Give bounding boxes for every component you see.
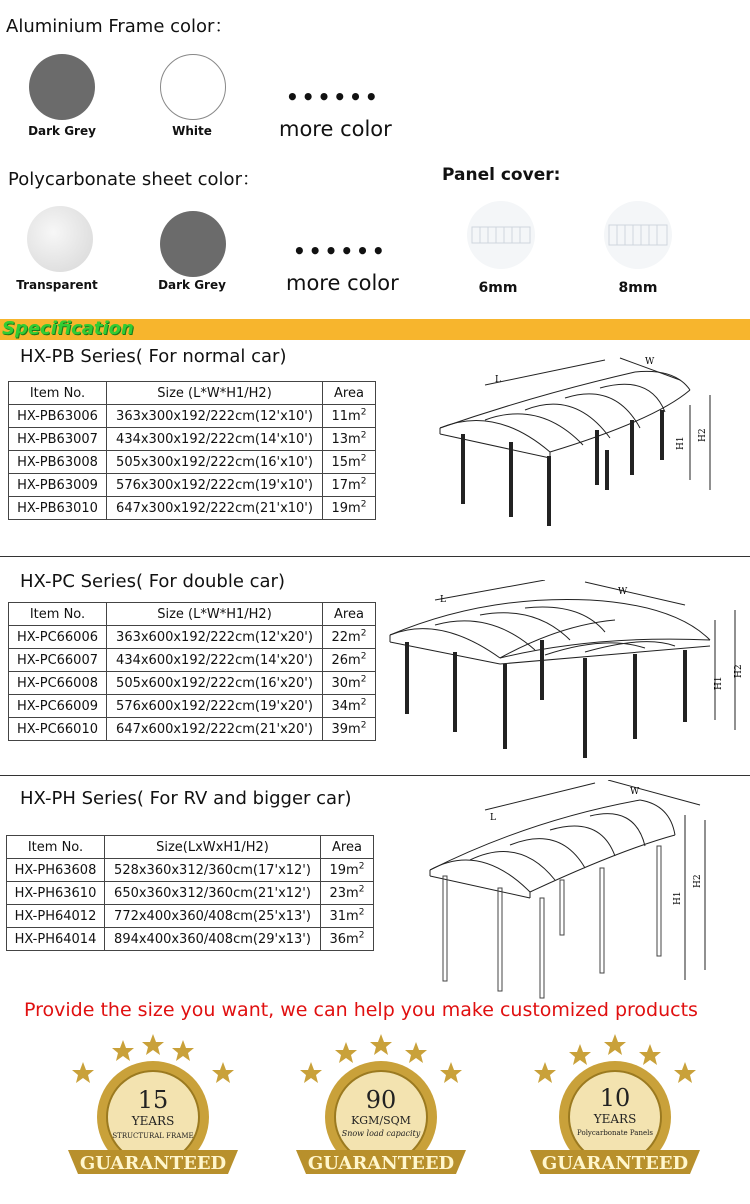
table-row <box>7 859 374 882</box>
badge-ribbon: GUARANTEED <box>541 1153 689 1174</box>
size: 505x600x192/222cm(16'x20') <box>107 672 323 695</box>
diagram-label-h2: H2 <box>693 874 703 888</box>
item-no: HX-PB63010 <box>9 497 107 520</box>
size: 434x300x192/222cm(14'x10') <box>107 428 323 451</box>
area: $19m^2$ <box>323 497 376 520</box>
carport-pc-diagram <box>385 580 745 765</box>
table-header-row <box>9 382 376 405</box>
diagram-label-w: W <box>630 787 640 797</box>
item-no: HX-PH63608 <box>7 859 105 882</box>
item-no: HX-PB63008 <box>9 451 107 474</box>
badge-90-kgm <box>286 1032 476 1202</box>
item-no: HX-PB63006 <box>9 405 107 428</box>
badge-ribbon: GUARANTEED <box>307 1153 455 1174</box>
specification-title: Specification <box>2 318 134 339</box>
item-no: HX-PB63009 <box>9 474 107 497</box>
size: 363x300x192/222cm(12'x10') <box>107 405 323 428</box>
size: 576x600x192/222cm(19'x20') <box>107 695 323 718</box>
badge-15-years <box>58 1032 248 1202</box>
table-row <box>9 474 376 497</box>
table-row <box>9 405 376 428</box>
area: $11m^2$ <box>323 405 376 428</box>
series-ph-table <box>6 835 374 951</box>
diagram-label-l: L <box>440 595 446 605</box>
item-no: HX-PC66007 <box>9 649 107 672</box>
header-item: Item No. <box>9 382 107 405</box>
size: 434x600x192/222cm(14'x20') <box>107 649 323 672</box>
swatch-sheet-dark-grey <box>160 211 226 277</box>
table-row <box>7 905 374 928</box>
swatch-white <box>160 54 226 120</box>
table-header-row <box>9 603 376 626</box>
size: 894x400x360/408cm(29'x13') <box>105 928 321 951</box>
header-size: Size(LxWxH1/H2) <box>105 836 321 859</box>
size: 647x600x192/222cm(21'x20') <box>107 718 323 741</box>
table-row <box>9 451 376 474</box>
header-area: Area <box>323 382 376 405</box>
diagram-label-h2: H2 <box>698 428 708 442</box>
area: $15m^2$ <box>323 451 376 474</box>
panel-cover-heading: Panel cover: <box>442 165 561 185</box>
badge-unit: KGM/SQM <box>351 1114 411 1127</box>
badge-sub: Polycarbonate Panels <box>577 1129 653 1137</box>
size: 772x400x360/408cm(25'x13') <box>105 905 321 928</box>
divider-2 <box>0 775 750 776</box>
series-pc-table <box>8 602 376 741</box>
sheet-color-heading: Polycarbonate sheet color： <box>8 169 260 190</box>
diagram-label-l: L <box>495 375 501 385</box>
panel-6mm-image <box>466 200 536 270</box>
area: $36m^2$ <box>321 928 374 951</box>
table-row <box>7 882 374 905</box>
sheet-label-dark-grey: Dark Grey <box>158 278 226 292</box>
diagram-label-w: W <box>618 587 628 597</box>
size: 363x600x192/222cm(12'x20') <box>107 626 323 649</box>
badge-number: 10 <box>599 1084 631 1112</box>
area: $22m^2$ <box>323 626 376 649</box>
area: $13m^2$ <box>323 428 376 451</box>
frame-label-white: White <box>172 124 212 138</box>
badge-ribbon: GUARANTEED <box>79 1153 227 1174</box>
diagram-label-h2: H2 <box>734 664 744 678</box>
badge-number: 15 <box>137 1086 169 1114</box>
area: $39m^2$ <box>323 718 376 741</box>
badge-unit: YEARS <box>131 1114 175 1128</box>
diagram-label-l: L <box>490 813 496 823</box>
table-row <box>9 497 376 520</box>
diagram-label-w: W <box>645 357 655 367</box>
badge-sub: Snow load capacity <box>341 1129 421 1138</box>
header-item: Item No. <box>9 603 107 626</box>
divider-1 <box>0 556 750 557</box>
series-pc-title: HX-PC Series( For double car) <box>20 571 285 592</box>
table-row <box>9 718 376 741</box>
table-row <box>9 695 376 718</box>
item-no: HX-PB63007 <box>9 428 107 451</box>
series-ph-title: HX-PH Series( For RV and bigger car) <box>20 788 352 809</box>
carport-pb-diagram <box>425 350 735 530</box>
sheet-more-color: more color <box>286 271 399 295</box>
badge-number: 90 <box>365 1086 397 1114</box>
size: 528x360x312/360cm(17'x12') <box>105 859 321 882</box>
panel-label-8mm: 8mm <box>618 280 658 296</box>
table-row <box>9 649 376 672</box>
table-row <box>9 428 376 451</box>
frame-dots: •••••• <box>286 85 381 109</box>
carport-ph-diagram <box>420 780 720 1002</box>
badge-10-years <box>520 1032 710 1202</box>
header-area: Area <box>323 603 376 626</box>
diagram-label-h1: H1 <box>714 676 724 690</box>
swatch-transparent <box>27 206 93 272</box>
item-no: HX-PH63610 <box>7 882 105 905</box>
panel-label-6mm: 6mm <box>478 280 518 296</box>
table-header-row <box>7 836 374 859</box>
table-row <box>7 928 374 951</box>
area: $19m^2$ <box>321 859 374 882</box>
customization-promo: Provide the size you want, we can help you make customized products <box>24 999 698 1021</box>
badge-sub: STRUCTURAL FRAME <box>112 1132 194 1140</box>
diagram-label-h1: H1 <box>676 436 686 450</box>
size: 576x300x192/222cm(19'x10') <box>107 474 323 497</box>
area: $34m^2$ <box>323 695 376 718</box>
size: 650x360x312/360cm(21'x12') <box>105 882 321 905</box>
frame-more-color: more color <box>279 117 392 141</box>
table-row <box>9 626 376 649</box>
header-size: Size (L*W*H1/H2) <box>107 603 323 626</box>
area: $31m^2$ <box>321 905 374 928</box>
size: 647x300x192/222cm(21'x10') <box>107 497 323 520</box>
item-no: HX-PC66006 <box>9 626 107 649</box>
area: $30m^2$ <box>323 672 376 695</box>
area: $26m^2$ <box>323 649 376 672</box>
area: $23m^2$ <box>321 882 374 905</box>
item-no: HX-PH64012 <box>7 905 105 928</box>
frame-label-dark-grey: Dark Grey <box>28 124 96 138</box>
header-size: Size (L*W*H1/H2) <box>107 382 323 405</box>
header-area: Area <box>321 836 374 859</box>
series-pb-table <box>8 381 376 520</box>
swatch-dark-grey <box>29 54 95 120</box>
diagram-label-h1: H1 <box>673 891 683 905</box>
panel-8mm-image <box>603 200 673 270</box>
size: 505x300x192/222cm(16'x10') <box>107 451 323 474</box>
frame-color-heading: Aluminium Frame color： <box>6 16 233 37</box>
item-no: HX-PC66008 <box>9 672 107 695</box>
series-pb-title: HX-PB Series( For normal car) <box>20 346 287 367</box>
table-row <box>9 672 376 695</box>
item-no: HX-PC66009 <box>9 695 107 718</box>
item-no: HX-PH64014 <box>7 928 105 951</box>
sheet-dots: •••••• <box>293 239 388 263</box>
area: $17m^2$ <box>323 474 376 497</box>
header-item: Item No. <box>7 836 105 859</box>
item-no: HX-PC66010 <box>9 718 107 741</box>
sheet-label-transparent: Transparent <box>16 278 98 292</box>
badge-unit: YEARS <box>593 1112 637 1126</box>
